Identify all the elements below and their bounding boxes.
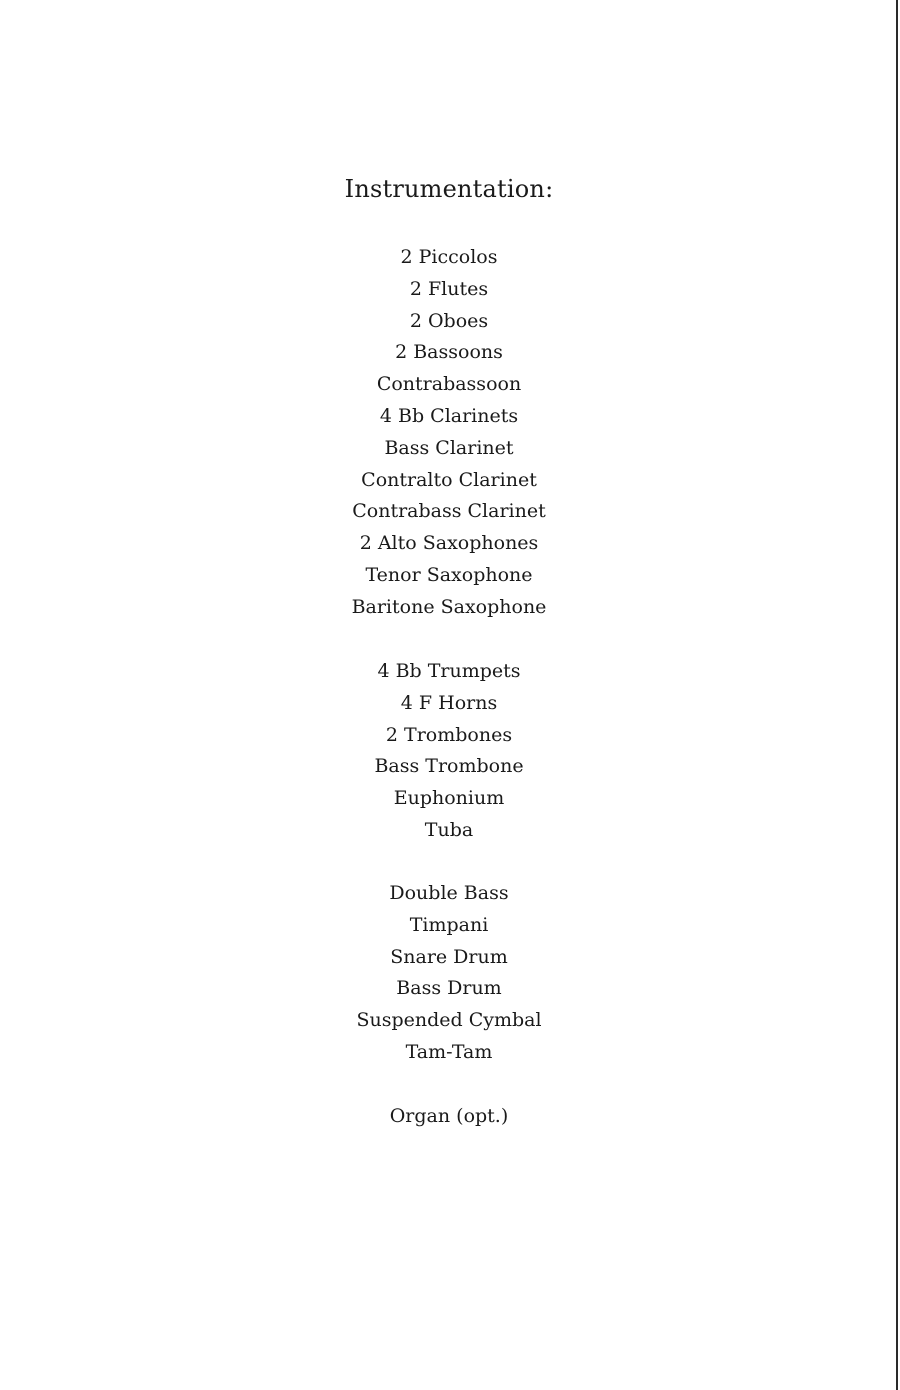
instrument-item: Baritone Saxophone: [351, 595, 547, 618]
instrument-item: 4 Bb Trumpets: [377, 660, 521, 682]
instrument-item: 4 Bb Clarinets: [379, 404, 519, 427]
instrument-item: Tam-Tam: [405, 1040, 493, 1063]
instrument-item: Contrabassoon: [376, 373, 522, 396]
instrument-group-brass: [0, 656, 898, 847]
instrument-item: 2 Piccolos: [400, 246, 498, 268]
page-title: Instrumentation:: [344, 175, 554, 203]
instrument-group-percussion: [0, 878, 898, 1069]
instrument-item: Contrabass Clarinet: [352, 500, 546, 523]
instrument-item: Tenor Saxophone: [365, 563, 533, 586]
instrument-item: Double Bass: [389, 882, 509, 904]
instrument-item: 2 Flutes: [409, 277, 489, 300]
instrument-item: Euphonium: [393, 787, 505, 810]
instrument-item: 4 F Horns: [400, 691, 498, 714]
instrument-item: Timpani: [409, 913, 489, 936]
instrument-item: Snare Drum: [390, 945, 508, 968]
instrument-item: 2 Bassoons: [395, 341, 503, 364]
instrument-item: Tuba: [424, 818, 474, 841]
instrument-item: Bass Trombone: [374, 755, 524, 778]
instrument-item: Organ (opt.): [389, 1105, 509, 1127]
instrument-item: 2 Trombones: [385, 723, 513, 746]
instrument-item: 2 Alto Saxophones: [359, 532, 539, 555]
instrument-item: 2 Oboes: [409, 309, 489, 332]
instrument-item: Contralto Clarinet: [361, 468, 537, 491]
instrument-group-woodwinds: [0, 242, 898, 624]
instrument-item: Bass Clarinet: [384, 436, 514, 459]
instrument-item: Suspended Cymbal: [356, 1009, 542, 1032]
instrument-item: Bass Drum: [396, 977, 502, 1000]
instrument-group-keyboard: [0, 1101, 898, 1133]
